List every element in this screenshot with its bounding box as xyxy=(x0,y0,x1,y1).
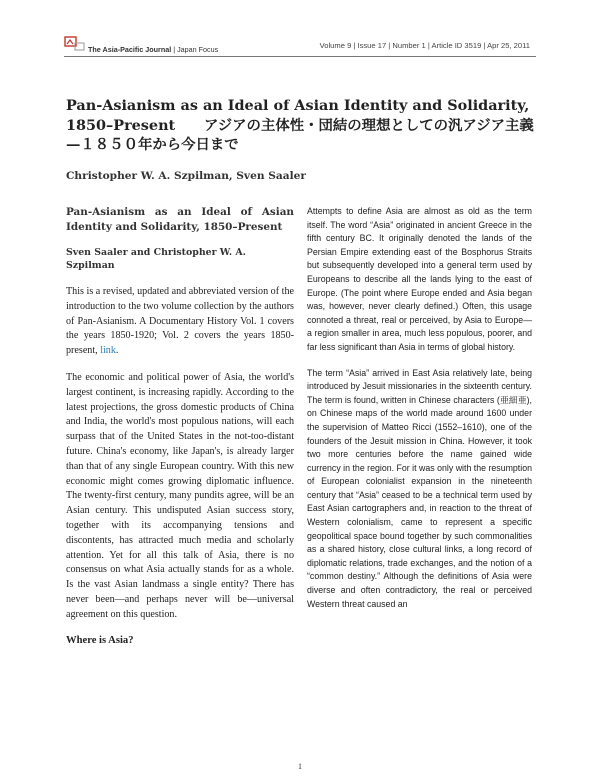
body-paragraph: Attempts to define Asia are almost as old as the term itself. The word “Asia” originated in ancient Greece in the fifth century BC. It originally denoted the lands of the Persian Empire extending east of the Bosphorus Straits but subsequently developed into a general term used by Europeans to describe all the lands lying to the east of Europe. (The point where Europe ended and Asia began was, however, never clearly defined.) Often, this usage connoted a threat, real or perceived, by Asia to Europe—a region smaller in area, much less populous, poorer, and far less significant than Asia in terms of global history. xyxy=(307,206,532,352)
body-paragraph: The term “Asia” arrived in East Asia relatively late, being introduced by Jesuit missionaries in the sixteenth century. The term is found, written in Chinese characters (亜細亜), on Chinese maps of the world made around 1600 under the supervision of Matteo Ricci (1552–1610), one of the founders of the Jesuit mission in China. However, it took two more centuries before the name gained wide currency in the region. For it was only with the resumption of European colonialist expansion in the nineteenth century that “Asia” ceased to be a technical term used by East Asian cartographers and, in reaction to the threat of Western colonialism, came to represent a specific geopolitical space bound together by such commonalities as a shared history, close cultural links, a long record of diplomatic relations, trade exchanges, and the notion of a “common destiny.” Although the definitions of Asia were diverse and often contradictory, the real or perceived Western threat caused an xyxy=(307,367,532,609)
journal-name xyxy=(88,45,218,54)
intro-paragraph xyxy=(66,285,294,359)
journal-logo-icon xyxy=(64,36,86,52)
intro-end: . xyxy=(115,345,119,357)
issue-metadata: Volume 9 | Issue 17 | Number 1 | Article ID 3519 | Apr 25, 2011 xyxy=(319,41,530,50)
intro-text: This is a revised, updated and abbreviated version of the introduction to the two volume collection by the authors of Pan-Asianism. A Documentary History Vol. 1 covers the years 1850-1920; Vol. 2 covers the years 1850-present, xyxy=(66,286,294,357)
right-column xyxy=(307,205,532,623)
subheading-where-is-asia: Where is Asia? xyxy=(66,634,134,646)
section-heading: Pan-Asianism as an Ideal of Asian Identity and Solidarity, 1850–Present xyxy=(66,206,294,233)
header-rule xyxy=(64,56,536,57)
body-paragraph: The economic and political power of Asia, the world's largest continent, is increasing rapidly. According to the latest projections, the gross domestic products of China and India, the world's most populous nations, will each surpass that of the United States in the not-too-distant future. China's economy, like Japan's, is already larger than that of any single European country. With this new economic might comes growing diplomatic influence. The twenty-first century, many pundits agree, will be an Asian century. This undisputed Asian success story, together with its accompanying tensions and discontents, has attracted much media and scholarly attention. Yet for all this talk of Asia, there is no consensus on what Asia actually stands for as a whole. Is the vast Asian landmass a single entity? There has never been—and perhaps never will be—universal agreement on this question. xyxy=(66,371,294,620)
intro-link[interactable]: link xyxy=(100,345,116,357)
page-number: 1 xyxy=(298,762,302,771)
journal-subtitle: | Japan Focus xyxy=(171,45,219,54)
left-column xyxy=(66,205,294,646)
section-byline: Sven Saaler and Christopher W. A. Szpilman xyxy=(66,247,246,271)
journal-title: The Asia-Pacific Journal xyxy=(88,45,172,54)
article-title: Pan-Asianism as an Ideal of Asian Identity and Solidarity, 1850–Present アジアの主体性・団結の理想としての汎アジア主義—１８５０年から今日まで xyxy=(66,97,534,153)
article-authors: Christopher W. A. Szpilman, Sven Saaler xyxy=(66,170,306,182)
